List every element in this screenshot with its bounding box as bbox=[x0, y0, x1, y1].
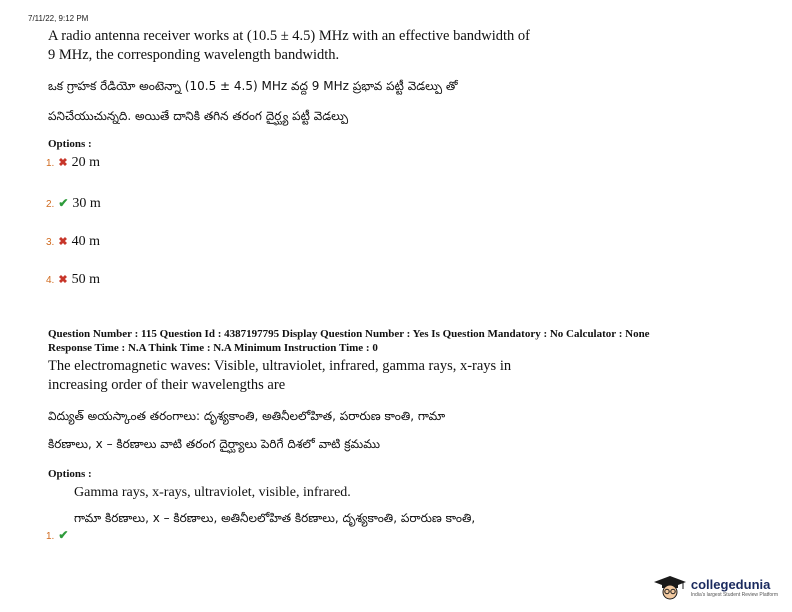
q1-telugu-line2: పనిచేయుచున్నది. అయితే దానికి తగిన తరంగ దైర్ఘ్య పట్టీ వెడల్పు bbox=[48, 109, 349, 123]
q2-text-line2: increasing order of their wavelengths are bbox=[48, 377, 286, 393]
option-value: 20 m bbox=[71, 155, 100, 170]
option-number: 3. bbox=[46, 237, 55, 248]
graduate-avatar-icon bbox=[653, 574, 687, 600]
collegedunia-logo bbox=[653, 574, 778, 600]
q2-option-1-english: Gamma rays, x-rays, ultraviolet, visible, infrared. bbox=[74, 485, 351, 500]
q2-options-label: Options : bbox=[48, 468, 92, 480]
logo-tagline: India's largest Student Review Platform bbox=[690, 591, 778, 598]
q2-telugu-line1: విద్యుత్ అయస్కాంత తరంగాలు: దృశ్యకాంతి, అతినీలలోహిత, పరారుణ కాంతి, గామా bbox=[48, 409, 446, 423]
option-number: 4. bbox=[46, 275, 55, 286]
option-number: 2. bbox=[46, 199, 55, 210]
q1-option-4 bbox=[46, 270, 100, 288]
option-value: 50 m bbox=[71, 272, 100, 287]
cross-icon: ✖ bbox=[58, 236, 68, 248]
cross-icon: ✖ bbox=[58, 157, 68, 169]
q2-text-line1: The electromagnetic waves: Visible, ultraviolet, infrared, gamma rays, x-rays in bbox=[48, 358, 512, 374]
q1-text-line2: 9 MHz, the corresponding wavelength bandwidth. bbox=[48, 47, 340, 63]
logo-name: collegedunia bbox=[690, 576, 771, 592]
check-icon: ✔ bbox=[58, 528, 69, 542]
q1-option-2 bbox=[46, 194, 101, 212]
check-icon: ✔ bbox=[58, 196, 69, 210]
q2-option-1-telugu: గామా కిరణాలు, x – కిరణాలు, అతినీలలోహిత కిరణాలు, దృశ్యకాంతి, పరారుణ కాంతి, bbox=[74, 511, 476, 525]
q2-option-1-marker bbox=[46, 526, 68, 544]
q1-telugu-line1: ఒక గ్రాహక రేడియో అంటెన్నా (10.5 ± 4.5) MHz వద్ద 9 MHz ప్రభావ పట్టీ వెడల్పు తో bbox=[48, 79, 458, 93]
option-number: 1. bbox=[46, 531, 55, 542]
q2-telugu-line2: కిరణాలు, x – కిరణాలు వాటి తరంగ దైర్ఘ్యాలు పెరిగే దిశలో వాటి క్రమము bbox=[48, 437, 381, 451]
option-number: 1. bbox=[46, 158, 55, 169]
q1-text-line1: A radio antenna receiver works at (10.5 ± 4.5) MHz with an effective bandwidth of bbox=[48, 28, 531, 44]
q2-meta-line2: Response Time : N.A Think Time : N.A Minimum Instruction Time : 0 bbox=[48, 342, 378, 354]
option-value: 30 m bbox=[72, 196, 101, 211]
q1-option-3 bbox=[46, 232, 100, 250]
q1-options-label: Options : bbox=[48, 138, 92, 150]
print-timestamp: 7/11/22, 9:12 PM bbox=[28, 14, 89, 23]
cross-icon: ✖ bbox=[58, 274, 68, 286]
q2-meta-line1: Question Number : 115 Question Id : 4387197795 Display Question Number : Yes Is Question Mandatory : No Calculator : None bbox=[48, 328, 650, 340]
q1-option-1 bbox=[46, 153, 100, 171]
option-value: 40 m bbox=[71, 234, 100, 249]
